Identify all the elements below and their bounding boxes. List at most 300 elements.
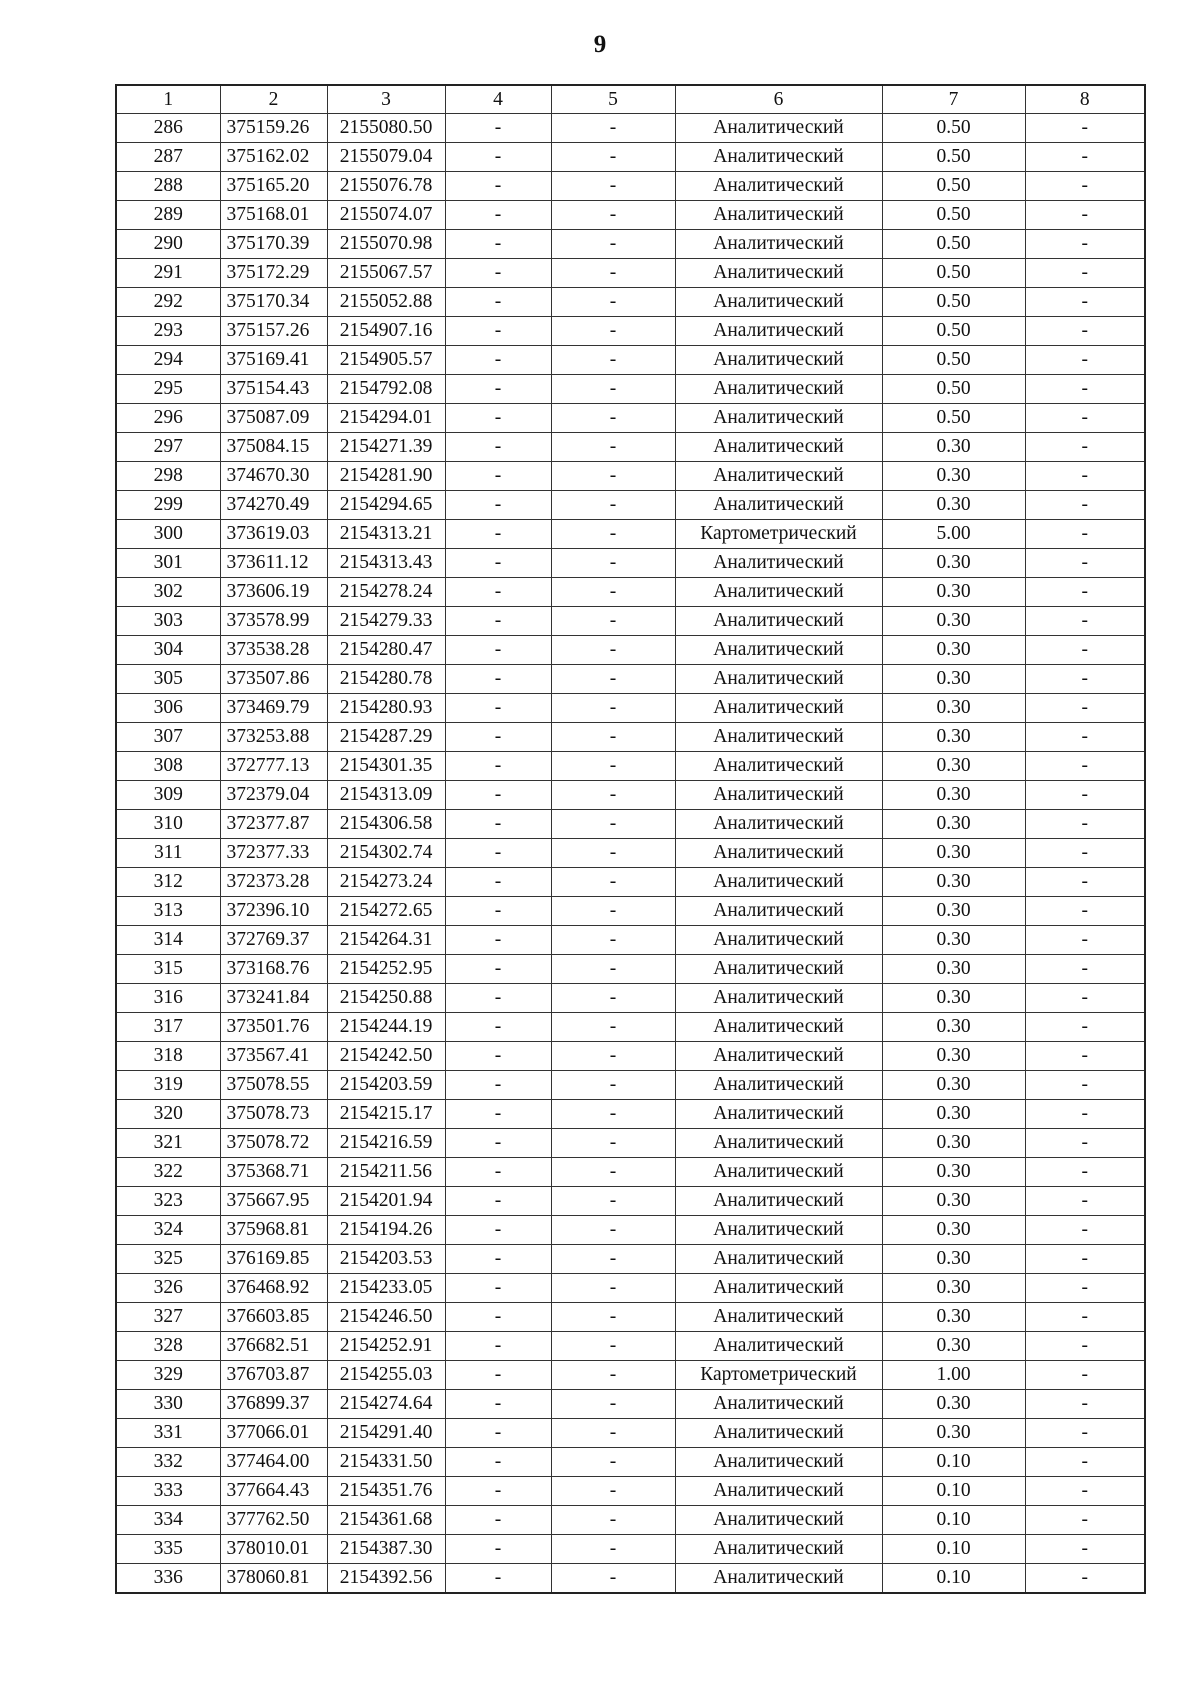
method-cell: Аналитический: [675, 114, 882, 143]
accuracy-cell: 0.30: [882, 839, 1025, 868]
point-number-cell: 320: [116, 1100, 220, 1129]
accuracy-cell: 0.30: [882, 578, 1025, 607]
table-row: [116, 665, 1145, 694]
y-coordinate-cell: 2155074.07: [327, 201, 445, 230]
accuracy-cell: 0.50: [882, 404, 1025, 433]
method-cell: Аналитический: [675, 1303, 882, 1332]
accuracy-cell: 0.30: [882, 433, 1025, 462]
column-4-cell: -: [445, 897, 551, 926]
column-4-cell: -: [445, 1506, 551, 1535]
method-cell: Аналитический: [675, 1100, 882, 1129]
accuracy-cell: 0.30: [882, 665, 1025, 694]
point-number-cell: 298: [116, 462, 220, 491]
y-coordinate-cell: 2154287.29: [327, 723, 445, 752]
column-header-6: 6: [675, 85, 882, 114]
table-row: [116, 1245, 1145, 1274]
accuracy-cell: 0.30: [882, 1013, 1025, 1042]
table-row: [116, 1506, 1145, 1535]
table-row: [116, 520, 1145, 549]
column-8-cell: -: [1025, 1245, 1145, 1274]
accuracy-cell: 0.50: [882, 288, 1025, 317]
column-8-cell: -: [1025, 549, 1145, 578]
x-coordinate-cell: 373611.12: [220, 549, 327, 578]
point-number-cell: 319: [116, 1071, 220, 1100]
column-5-cell: -: [551, 1477, 675, 1506]
method-cell: Аналитический: [675, 810, 882, 839]
y-coordinate-cell: 2155067.57: [327, 259, 445, 288]
point-number-cell: 303: [116, 607, 220, 636]
x-coordinate-cell: 373538.28: [220, 636, 327, 665]
column-5-cell: -: [551, 404, 675, 433]
y-coordinate-cell: 2154294.65: [327, 491, 445, 520]
table-row: [116, 839, 1145, 868]
table-row: [116, 897, 1145, 926]
method-cell: Аналитический: [675, 462, 882, 491]
accuracy-cell: 0.50: [882, 375, 1025, 404]
y-coordinate-cell: 2154203.53: [327, 1245, 445, 1274]
table-row: [116, 1564, 1145, 1594]
column-5-cell: -: [551, 984, 675, 1013]
column-8-cell: -: [1025, 607, 1145, 636]
accuracy-cell: 0.10: [882, 1506, 1025, 1535]
method-cell: Аналитический: [675, 375, 882, 404]
table-row: [116, 1129, 1145, 1158]
column-4-cell: -: [445, 346, 551, 375]
accuracy-cell: 0.30: [882, 810, 1025, 839]
point-number-cell: 292: [116, 288, 220, 317]
column-8-cell: -: [1025, 1274, 1145, 1303]
column-4-cell: -: [445, 1477, 551, 1506]
column-4-cell: -: [445, 230, 551, 259]
method-cell: Аналитический: [675, 694, 882, 723]
column-5-cell: -: [551, 1216, 675, 1245]
column-8-cell: -: [1025, 288, 1145, 317]
column-5-cell: -: [551, 1564, 675, 1594]
column-8-cell: -: [1025, 1535, 1145, 1564]
x-coordinate-cell: 373507.86: [220, 665, 327, 694]
column-8-cell: -: [1025, 317, 1145, 346]
column-5-cell: -: [551, 317, 675, 346]
column-4-cell: -: [445, 1042, 551, 1071]
table-body: [116, 114, 1145, 1594]
accuracy-cell: 0.30: [882, 984, 1025, 1013]
method-cell: Аналитический: [675, 1187, 882, 1216]
table-row: [116, 1013, 1145, 1042]
method-cell: Аналитический: [675, 1071, 882, 1100]
column-8-cell: -: [1025, 1390, 1145, 1419]
column-5-cell: -: [551, 1303, 675, 1332]
column-4-cell: -: [445, 752, 551, 781]
column-8-cell: -: [1025, 1216, 1145, 1245]
y-coordinate-cell: 2155070.98: [327, 230, 445, 259]
x-coordinate-cell: 375078.72: [220, 1129, 327, 1158]
x-coordinate-cell: 375169.41: [220, 346, 327, 375]
method-cell: Аналитический: [675, 926, 882, 955]
y-coordinate-cell: 2154246.50: [327, 1303, 445, 1332]
column-8-cell: -: [1025, 1419, 1145, 1448]
y-coordinate-cell: 2154313.21: [327, 520, 445, 549]
x-coordinate-cell: 376603.85: [220, 1303, 327, 1332]
table-row: [116, 114, 1145, 143]
column-8-cell: -: [1025, 1013, 1145, 1042]
y-coordinate-cell: 2154244.19: [327, 1013, 445, 1042]
column-4-cell: -: [445, 201, 551, 230]
column-8-cell: -: [1025, 1303, 1145, 1332]
y-coordinate-cell: 2154255.03: [327, 1361, 445, 1390]
table-row: [116, 578, 1145, 607]
point-number-cell: 315: [116, 955, 220, 984]
y-coordinate-cell: 2154280.93: [327, 694, 445, 723]
point-number-cell: 324: [116, 1216, 220, 1245]
column-8-cell: -: [1025, 462, 1145, 491]
column-8-cell: -: [1025, 114, 1145, 143]
column-5-cell: -: [551, 1100, 675, 1129]
table-row: [116, 346, 1145, 375]
x-coordinate-cell: 376169.85: [220, 1245, 327, 1274]
column-4-cell: -: [445, 1535, 551, 1564]
column-5-cell: -: [551, 578, 675, 607]
column-header-5: 5: [551, 85, 675, 114]
point-number-cell: 311: [116, 839, 220, 868]
table-header: [116, 85, 1145, 114]
method-cell: Аналитический: [675, 1158, 882, 1187]
table-row: [116, 230, 1145, 259]
x-coordinate-cell: 375084.15: [220, 433, 327, 462]
column-8-cell: -: [1025, 1158, 1145, 1187]
accuracy-cell: 0.30: [882, 636, 1025, 665]
point-number-cell: 291: [116, 259, 220, 288]
column-8-cell: -: [1025, 868, 1145, 897]
column-4-cell: -: [445, 375, 551, 404]
y-coordinate-cell: 2154280.78: [327, 665, 445, 694]
table-row: [116, 288, 1145, 317]
accuracy-cell: 0.30: [882, 1332, 1025, 1361]
accuracy-cell: 0.30: [882, 781, 1025, 810]
column-5-cell: -: [551, 259, 675, 288]
y-coordinate-cell: 2155080.50: [327, 114, 445, 143]
column-8-cell: -: [1025, 520, 1145, 549]
column-4-cell: -: [445, 1332, 551, 1361]
table-row: [116, 433, 1145, 462]
y-coordinate-cell: 2154313.09: [327, 781, 445, 810]
accuracy-cell: 0.50: [882, 346, 1025, 375]
point-number-cell: 302: [116, 578, 220, 607]
x-coordinate-cell: 375170.34: [220, 288, 327, 317]
column-5-cell: -: [551, 665, 675, 694]
method-cell: Аналитический: [675, 1506, 882, 1535]
column-8-cell: -: [1025, 781, 1145, 810]
table-row: [116, 404, 1145, 433]
y-coordinate-cell: 2154252.95: [327, 955, 445, 984]
x-coordinate-cell: 373241.84: [220, 984, 327, 1013]
x-coordinate-cell: 376899.37: [220, 1390, 327, 1419]
column-4-cell: -: [445, 1129, 551, 1158]
x-coordinate-cell: 372379.04: [220, 781, 327, 810]
table-row: [116, 955, 1145, 984]
y-coordinate-cell: 2154252.91: [327, 1332, 445, 1361]
column-4-cell: -: [445, 984, 551, 1013]
column-8-cell: -: [1025, 404, 1145, 433]
column-4-cell: -: [445, 607, 551, 636]
point-number-cell: 331: [116, 1419, 220, 1448]
column-4-cell: -: [445, 1013, 551, 1042]
y-coordinate-cell: 2154274.64: [327, 1390, 445, 1419]
point-number-cell: 300: [116, 520, 220, 549]
x-coordinate-cell: 375078.73: [220, 1100, 327, 1129]
column-8-cell: -: [1025, 897, 1145, 926]
x-coordinate-cell: 378060.81: [220, 1564, 327, 1594]
table-row: [116, 259, 1145, 288]
y-coordinate-cell: 2154792.08: [327, 375, 445, 404]
y-coordinate-cell: 2154203.59: [327, 1071, 445, 1100]
accuracy-cell: 0.10: [882, 1477, 1025, 1506]
table-row: [116, 984, 1145, 1013]
method-cell: Аналитический: [675, 1013, 882, 1042]
x-coordinate-cell: 375968.81: [220, 1216, 327, 1245]
x-coordinate-cell: 373606.19: [220, 578, 327, 607]
point-number-cell: 323: [116, 1187, 220, 1216]
column-5-cell: -: [551, 926, 675, 955]
column-5-cell: -: [551, 230, 675, 259]
point-number-cell: 310: [116, 810, 220, 839]
column-4-cell: -: [445, 955, 551, 984]
x-coordinate-cell: 373578.99: [220, 607, 327, 636]
x-coordinate-cell: 375154.43: [220, 375, 327, 404]
table-row: [116, 810, 1145, 839]
column-8-cell: -: [1025, 955, 1145, 984]
method-cell: Аналитический: [675, 1245, 882, 1274]
y-coordinate-cell: 2155052.88: [327, 288, 445, 317]
x-coordinate-cell: 372377.33: [220, 839, 327, 868]
column-4-cell: -: [445, 114, 551, 143]
table-row: [116, 375, 1145, 404]
y-coordinate-cell: 2154331.50: [327, 1448, 445, 1477]
column-header-1: 1: [116, 85, 220, 114]
accuracy-cell: 0.30: [882, 1216, 1025, 1245]
column-5-cell: -: [551, 723, 675, 752]
point-number-cell: 309: [116, 781, 220, 810]
y-coordinate-cell: 2154392.56: [327, 1564, 445, 1594]
column-5-cell: -: [551, 1535, 675, 1564]
y-coordinate-cell: 2154306.58: [327, 810, 445, 839]
column-5-cell: -: [551, 839, 675, 868]
accuracy-cell: 0.50: [882, 172, 1025, 201]
point-number-cell: 290: [116, 230, 220, 259]
x-coordinate-cell: 375170.39: [220, 230, 327, 259]
table-row: [116, 172, 1145, 201]
method-cell: Аналитический: [675, 781, 882, 810]
y-coordinate-cell: 2154280.47: [327, 636, 445, 665]
accuracy-cell: 0.30: [882, 1071, 1025, 1100]
column-4-cell: -: [445, 868, 551, 897]
column-8-cell: -: [1025, 752, 1145, 781]
x-coordinate-cell: 375087.09: [220, 404, 327, 433]
column-8-cell: -: [1025, 1042, 1145, 1071]
x-coordinate-cell: 375168.01: [220, 201, 327, 230]
column-4-cell: -: [445, 433, 551, 462]
column-4-cell: -: [445, 143, 551, 172]
column-4-cell: -: [445, 462, 551, 491]
column-4-cell: -: [445, 1071, 551, 1100]
y-coordinate-cell: 2154242.50: [327, 1042, 445, 1071]
point-number-cell: 288: [116, 172, 220, 201]
column-8-cell: -: [1025, 491, 1145, 520]
column-4-cell: -: [445, 549, 551, 578]
y-coordinate-cell: 2154302.74: [327, 839, 445, 868]
column-4-cell: -: [445, 1564, 551, 1594]
column-5-cell: -: [551, 1013, 675, 1042]
table-row: [116, 1071, 1145, 1100]
column-header-2: 2: [220, 85, 327, 114]
accuracy-cell: 0.10: [882, 1535, 1025, 1564]
x-coordinate-cell: 373168.76: [220, 955, 327, 984]
column-5-cell: -: [551, 1419, 675, 1448]
table-row: [116, 781, 1145, 810]
column-5-cell: -: [551, 1245, 675, 1274]
point-number-cell: 306: [116, 694, 220, 723]
column-5-cell: -: [551, 462, 675, 491]
point-number-cell: 297: [116, 433, 220, 462]
point-number-cell: 334: [116, 1506, 220, 1535]
column-8-cell: -: [1025, 1187, 1145, 1216]
column-4-cell: -: [445, 723, 551, 752]
y-coordinate-cell: 2155076.78: [327, 172, 445, 201]
y-coordinate-cell: 2154271.39: [327, 433, 445, 462]
column-header-4: 4: [445, 85, 551, 114]
column-4-cell: -: [445, 1245, 551, 1274]
table-row: [116, 1477, 1145, 1506]
x-coordinate-cell: 377066.01: [220, 1419, 327, 1448]
x-coordinate-cell: 375165.20: [220, 172, 327, 201]
x-coordinate-cell: 375667.95: [220, 1187, 327, 1216]
table-row: [116, 143, 1145, 172]
table-row: [116, 1390, 1145, 1419]
y-coordinate-cell: 2154272.65: [327, 897, 445, 926]
header-row: [116, 85, 1145, 114]
column-5-cell: -: [551, 897, 675, 926]
method-cell: Аналитический: [675, 1129, 882, 1158]
method-cell: Аналитический: [675, 955, 882, 984]
method-cell: Картометрический: [675, 520, 882, 549]
column-8-cell: -: [1025, 636, 1145, 665]
column-8-cell: -: [1025, 926, 1145, 955]
x-coordinate-cell: 372373.28: [220, 868, 327, 897]
table-row: [116, 636, 1145, 665]
table-row: [116, 1448, 1145, 1477]
x-coordinate-cell: 372777.13: [220, 752, 327, 781]
point-number-cell: 313: [116, 897, 220, 926]
column-5-cell: -: [551, 433, 675, 462]
point-number-cell: 332: [116, 1448, 220, 1477]
column-5-cell: -: [551, 810, 675, 839]
x-coordinate-cell: 374670.30: [220, 462, 327, 491]
column-5-cell: -: [551, 114, 675, 143]
method-cell: Аналитический: [675, 1535, 882, 1564]
column-5-cell: -: [551, 636, 675, 665]
table-row: [116, 1332, 1145, 1361]
y-coordinate-cell: 2154201.94: [327, 1187, 445, 1216]
column-4-cell: -: [445, 288, 551, 317]
point-number-cell: 295: [116, 375, 220, 404]
method-cell: Аналитический: [675, 1042, 882, 1071]
y-coordinate-cell: 2154294.01: [327, 404, 445, 433]
point-number-cell: 328: [116, 1332, 220, 1361]
point-number-cell: 307: [116, 723, 220, 752]
method-cell: Аналитический: [675, 665, 882, 694]
x-coordinate-cell: 372377.87: [220, 810, 327, 839]
column-4-cell: -: [445, 1419, 551, 1448]
column-5-cell: -: [551, 868, 675, 897]
point-number-cell: 325: [116, 1245, 220, 1274]
table-row: [116, 1042, 1145, 1071]
column-8-cell: -: [1025, 723, 1145, 752]
column-4-cell: -: [445, 810, 551, 839]
point-number-cell: 289: [116, 201, 220, 230]
accuracy-cell: 0.30: [882, 955, 1025, 984]
y-coordinate-cell: 2154211.56: [327, 1158, 445, 1187]
x-coordinate-cell: 374270.49: [220, 491, 327, 520]
column-5-cell: -: [551, 143, 675, 172]
column-5-cell: -: [551, 1274, 675, 1303]
y-coordinate-cell: 2154273.24: [327, 868, 445, 897]
method-cell: Аналитический: [675, 143, 882, 172]
x-coordinate-cell: 376468.92: [220, 1274, 327, 1303]
column-5-cell: -: [551, 520, 675, 549]
method-cell: Аналитический: [675, 1477, 882, 1506]
table-row: [116, 694, 1145, 723]
column-4-cell: -: [445, 1303, 551, 1332]
y-coordinate-cell: 2154216.59: [327, 1129, 445, 1158]
table-row: [116, 1100, 1145, 1129]
column-8-cell: -: [1025, 694, 1145, 723]
column-8-cell: -: [1025, 433, 1145, 462]
y-coordinate-cell: 2154250.88: [327, 984, 445, 1013]
column-8-cell: -: [1025, 984, 1145, 1013]
table-row: [116, 752, 1145, 781]
x-coordinate-cell: 375159.26: [220, 114, 327, 143]
column-5-cell: -: [551, 201, 675, 230]
column-5-cell: -: [551, 781, 675, 810]
y-coordinate-cell: 2155079.04: [327, 143, 445, 172]
point-number-cell: 335: [116, 1535, 220, 1564]
column-4-cell: -: [445, 491, 551, 520]
column-8-cell: -: [1025, 1506, 1145, 1535]
method-cell: Аналитический: [675, 752, 882, 781]
point-number-cell: 327: [116, 1303, 220, 1332]
column-4-cell: -: [445, 259, 551, 288]
column-8-cell: -: [1025, 1477, 1145, 1506]
accuracy-cell: 0.30: [882, 1390, 1025, 1419]
x-coordinate-cell: 378010.01: [220, 1535, 327, 1564]
column-4-cell: -: [445, 694, 551, 723]
x-coordinate-cell: 375172.29: [220, 259, 327, 288]
accuracy-cell: 0.30: [882, 1245, 1025, 1274]
accuracy-cell: 0.30: [882, 1419, 1025, 1448]
y-coordinate-cell: 2154194.26: [327, 1216, 445, 1245]
accuracy-cell: 1.00: [882, 1361, 1025, 1390]
column-5-cell: -: [551, 1158, 675, 1187]
y-coordinate-cell: 2154281.90: [327, 462, 445, 491]
accuracy-cell: 0.30: [882, 926, 1025, 955]
method-cell: Аналитический: [675, 1274, 882, 1303]
column-4-cell: -: [445, 1448, 551, 1477]
accuracy-cell: 0.30: [882, 1158, 1025, 1187]
y-coordinate-cell: 2154233.05: [327, 1274, 445, 1303]
column-4-cell: -: [445, 317, 551, 346]
method-cell: Картометрический: [675, 1361, 882, 1390]
y-coordinate-cell: 2154264.31: [327, 926, 445, 955]
column-5-cell: -: [551, 1506, 675, 1535]
